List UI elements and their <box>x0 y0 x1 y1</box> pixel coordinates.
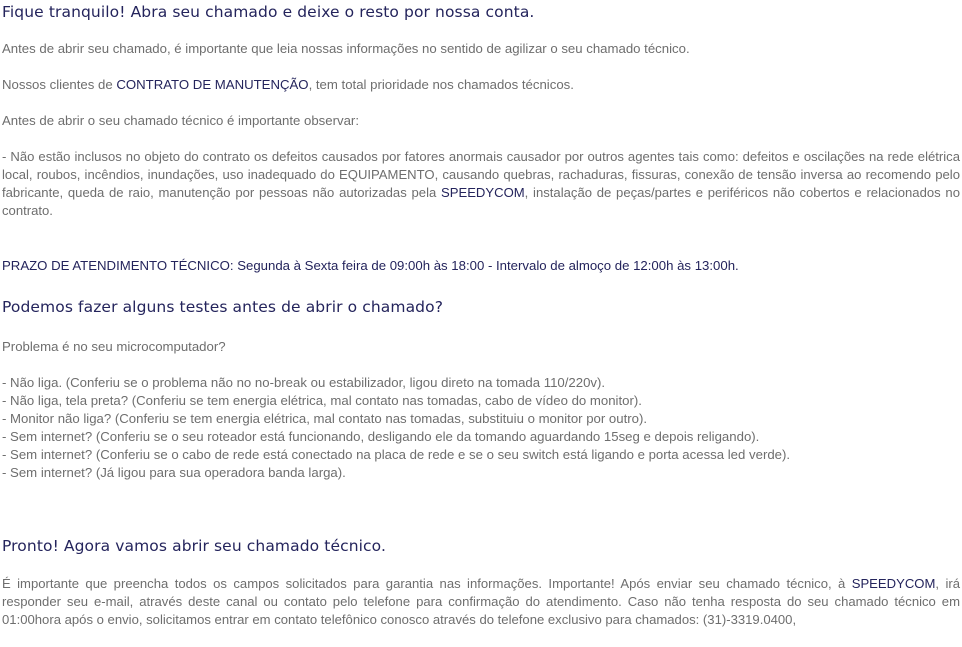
list-item: - Sem internet? (Conferiu se o cabo de rede está conectado na placa de rede e se o seu switch está ligando e porta acessa led verde). <box>2 447 791 462</box>
list-item: - Sem internet? (Já ligou para sua operadora banda larga). <box>2 465 346 480</box>
observe-paragraph: Antes de abrir o seu chamado técnico é importante observar: <box>2 113 359 128</box>
brand-name: SPEEDYCOM <box>441 185 525 200</box>
brand-name: SPEEDYCOM <box>851 576 936 591</box>
problem-question: Problema é no seu microcomputador? <box>2 339 226 354</box>
final-paragraph <box>2 575 960 629</box>
checklist <box>2 374 960 482</box>
open-ticket-heading: Pronto! Agora vamos abrir seu chamado técnico. <box>2 537 386 555</box>
exclusions-text-after: , instalação de peças/partes e periféricos não cobertos e relacionados no contrato. <box>2 185 960 218</box>
intro-paragraph: Antes de abrir seu chamado, é importante que leia nossas informações no sentido de agilizar o seu chamado técnico. <box>2 41 690 56</box>
page-title: Fique tranquilo! Abra seu chamado e deixe o resto por nossa conta. <box>2 3 535 21</box>
service-hours: PRAZO DE ATENDIMENTO TÉCNICO: Segunda à Sexta feira de 09:00h às 18:00 - Intervalo de almoço de 12:00h às 13:00h. <box>2 258 739 273</box>
exclusions-text-before: - Não estão inclusos no objeto do contrato os defeitos causados por fatores anormais causador por outros agentes tais como: defeitos e oscilações na rede elétrica local, roubos, incêndios, inundações, uso inadequado do EQUIPAMENTO, causando quebras, rachaduras, fissuras, conexão de tensão inversa ao recomendo pelo fabricante, queda de raio, manutenção por pessoas não autorizadas pela <box>2 149 960 200</box>
clients-text-after: , tem total prioridade nos chamados técnicos. <box>308 77 574 92</box>
maintenance-contract-highlight: CONTRATO DE MANUTENÇÃO <box>116 77 309 92</box>
list-item: - Monitor não liga? (Conferiu se tem energia elétrica, mal contato nas tomadas, substituiu o monitor por outro). <box>2 411 648 426</box>
clients-text-before: Nossos clientes de <box>2 77 117 92</box>
final-text-before: É importante que preencha todos os campos solicitados para garantia nas informações. Importante! Após enviar seu chamado técnico, à <box>2 576 852 591</box>
final-text-after: , irá responder seu e-mail, através deste canal ou contato pelo telefone para confirmação do atendimento. Caso não tenha resposta do seu chamado técnico em 01:00hora após o envio, solicitamos entrar em contato telefônico conosco através do telefone exclusivo para chamados: (31)-3319.0400, <box>2 576 960 627</box>
exclusions-paragraph <box>2 148 960 220</box>
tests-heading: Podemos fazer alguns testes antes de abrir o chamado? <box>2 298 444 316</box>
list-item: - Não liga. (Conferiu se o problema não no no-break ou estabilizador, ligou direto na tomada 110/220v). <box>2 375 606 390</box>
list-item: - Não liga, tela preta? (Conferiu se tem energia elétrica, mal contato nas tomadas, cabo de vídeo do monitor). <box>2 393 642 408</box>
list-item: - Sem internet? (Conferiu se o seu roteador está funcionando, desligando ele da tomando aguardando 15seg e depois religando). <box>2 429 760 444</box>
clients-paragraph <box>2 76 960 94</box>
